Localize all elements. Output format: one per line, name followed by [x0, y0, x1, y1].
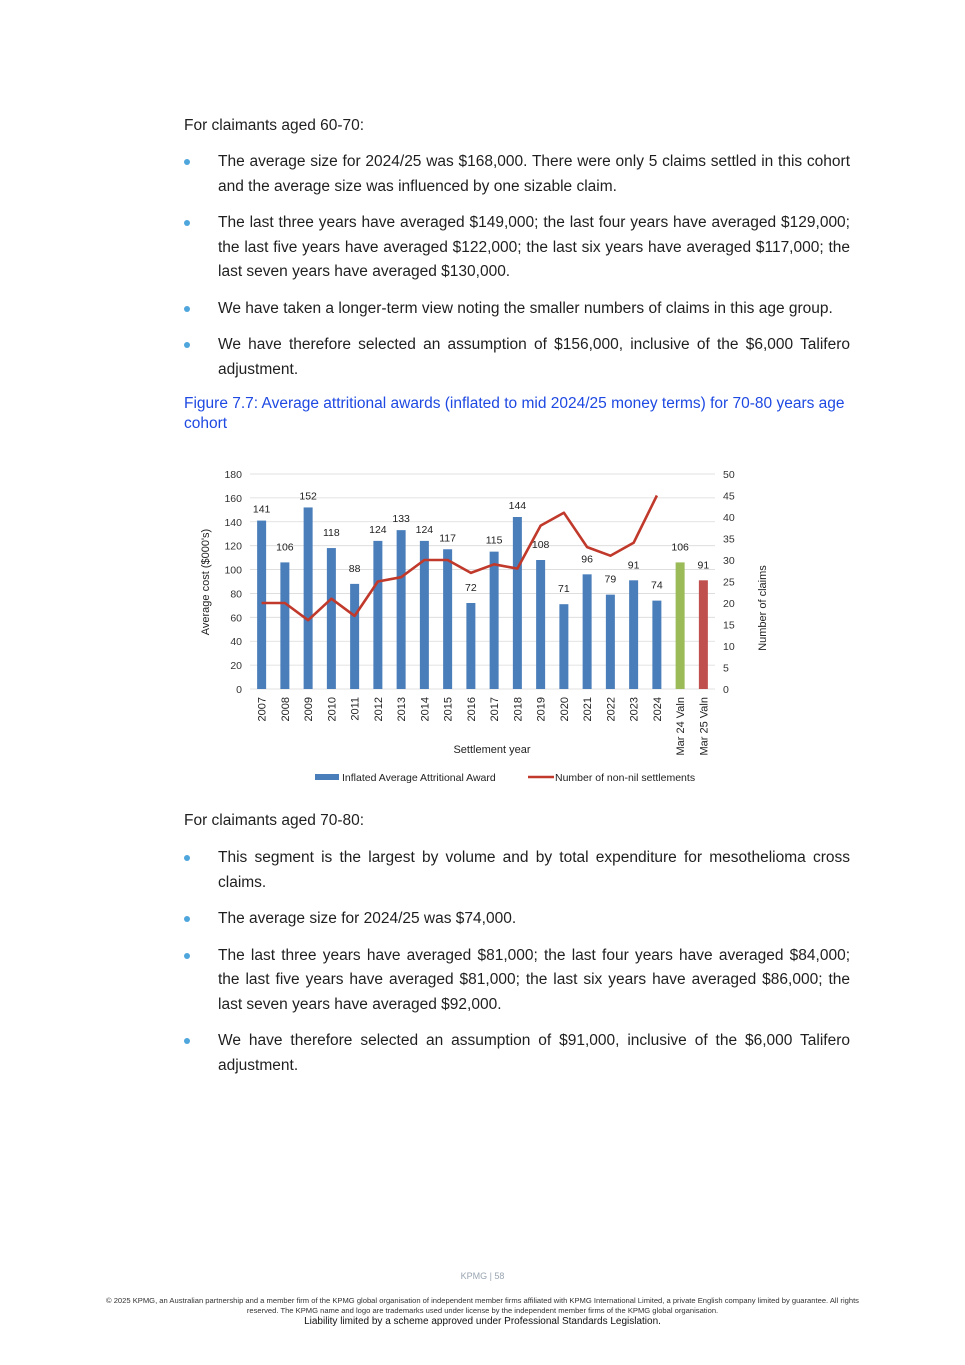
bar — [606, 595, 615, 689]
data-label: 115 — [485, 534, 503, 547]
data-label: 124 — [369, 523, 387, 536]
y2-tick-label: 10 — [723, 641, 735, 653]
bullet-item: The last three years have averaged $149,000; the last four years have averaged $129,000; the last five years have averaged $122,000; the last six years have averaged $117,000; the last seven years have averaged $130,000. — [184, 211, 850, 285]
x-tick-label: 2017 — [489, 697, 502, 722]
data-label: 96 — [581, 553, 593, 566]
y2-tick-label: 35 — [723, 533, 735, 546]
bullet-list-70-80 — [184, 846, 850, 1090]
bar — [373, 541, 382, 689]
x-tick-label: 2009 — [303, 697, 316, 722]
y-axis-title: Average cost ($000's) — [200, 528, 212, 636]
bar — [466, 603, 475, 689]
data-label: 133 — [392, 513, 410, 526]
y-tick-label: 0 — [236, 684, 242, 696]
bullet-dot-icon — [184, 916, 190, 922]
bar — [583, 574, 592, 689]
y2-tick-label: 5 — [723, 662, 729, 675]
x-tick-label: 2023 — [628, 697, 641, 722]
x-tick-label: 2024 — [651, 697, 664, 722]
y-tick-label: 20 — [230, 660, 242, 673]
data-label: 91 — [627, 559, 640, 572]
data-label: 124 — [415, 523, 434, 536]
x-tick-label: Mar 24 Valn — [675, 697, 688, 756]
legend-line-label: Number of non-nil settlements — [555, 772, 696, 784]
legend-bar-label: Inflated Average Attritional Award — [342, 772, 496, 784]
settlements-line — [262, 496, 657, 621]
data-label: 88 — [348, 562, 361, 575]
bullet-dot-icon — [184, 342, 190, 348]
y2-tick-label: 20 — [723, 598, 735, 610]
bullet-item: We have therefore selected an assumption of $156,000, inclusive of the $6,000 Talifero adjustment. — [184, 333, 850, 382]
x-tick-label: 2020 — [558, 697, 571, 722]
y2-tick-label: 50 — [723, 469, 735, 481]
bullet-dot-icon — [184, 220, 190, 226]
data-label: 108 — [531, 539, 550, 551]
bullet-item: The average size for 2024/25 was $74,000. — [184, 907, 850, 932]
x-tick-label: 2019 — [535, 697, 548, 722]
bar — [559, 604, 568, 689]
section-heading-60-70: For claimants aged 60-70: — [184, 117, 365, 134]
x-tick-label: 2012 — [372, 697, 385, 722]
y2-tick-label: 25 — [723, 576, 735, 589]
bullet-item: We have taken a longer-term view noting the smaller numbers of claims in this age group. — [184, 297, 850, 322]
y-tick-label: 100 — [224, 564, 242, 577]
data-label: 72 — [465, 582, 477, 594]
bar — [536, 560, 545, 689]
bar — [629, 580, 638, 689]
bar — [443, 549, 452, 689]
x-axis-title: Settlement year — [453, 744, 531, 756]
x-tick-label: 2010 — [326, 697, 339, 722]
y2-tick-label: 15 — [723, 619, 735, 632]
bar — [350, 584, 359, 689]
data-label: 141 — [252, 503, 271, 516]
y-tick-label: 120 — [224, 540, 242, 553]
y-tick-label: 40 — [230, 636, 242, 649]
bullet-item: The average size for 2024/25 was $168,000. There were only 5 claims settled in this cohort and the average size was influenced by one sizable claim. — [184, 150, 850, 199]
y2-tick-label: 30 — [723, 555, 735, 567]
bullet-item: The last three years have averaged $81,000; the last four years have averaged $84,000; the last five years have averaged $81,000; the last six years have averaged $86,000; the last seven years have averaged $92,000. — [184, 944, 850, 1018]
bullet-item: We have therefore selected an assumption of $91,000, inclusive of the $6,000 Talifero adjustment. — [184, 1029, 850, 1078]
y-tick-label: 140 — [224, 516, 242, 529]
page-number: KPMG | 58 — [460, 1271, 505, 1281]
bullet-list-60-70 — [184, 150, 850, 394]
bar — [304, 507, 313, 689]
data-label: 71 — [558, 583, 570, 596]
data-label: 144 — [508, 500, 527, 512]
data-label: 74 — [651, 579, 663, 592]
bullet-dot-icon — [184, 159, 190, 165]
data-label: 106 — [671, 541, 689, 554]
x-tick-label: 2011 — [349, 697, 362, 721]
y-tick-label: 60 — [230, 612, 242, 625]
bar — [513, 517, 522, 689]
legend-bar-swatch — [315, 774, 339, 780]
bullet-dot-icon — [184, 953, 190, 959]
bullet-dot-icon — [184, 306, 190, 312]
copyright-notice: © 2025 KPMG, an Australian partnership and a member firm of the KPMG global organisation of independent member firms affiliated with KPMG International Limited, a private English company limited by guarantee. All rights reserved. The KPMG name and logo are trademarks used under license by the independent member firms of the KPMG global organisation. — [106, 1296, 859, 1315]
bar — [699, 580, 708, 689]
attritional-awards-chart — [195, 462, 785, 792]
y2-axis-title: Number of claims — [757, 565, 769, 651]
x-tick-label: 2021 — [582, 697, 595, 722]
x-tick-label: 2013 — [396, 697, 409, 722]
bar — [257, 521, 266, 689]
y-tick-label: 160 — [224, 492, 242, 505]
y-tick-label: 80 — [230, 588, 242, 601]
x-tick-label: 2018 — [512, 697, 525, 722]
data-label: 91 — [697, 559, 710, 572]
x-tick-label: 2008 — [279, 697, 292, 722]
x-tick-label: 2022 — [605, 697, 618, 722]
data-label: 118 — [323, 527, 340, 540]
bullet-dot-icon — [184, 1038, 190, 1044]
y2-tick-label: 0 — [723, 684, 729, 696]
y2-tick-label: 45 — [723, 490, 735, 503]
liability-notice: Liability limited by a scheme approved under Professional Standards Legislation. — [304, 1316, 661, 1327]
data-label: 152 — [299, 490, 317, 503]
bullet-item: This segment is the largest by volume and by total expenditure for mesothelioma cross claims. — [184, 846, 850, 895]
section-heading-70-80: For claimants aged 70-80: — [184, 812, 365, 829]
figure-caption: Figure 7.7: Average attritional awards (inflated to mid 2024/25 money terms) for 70-80 years age cohort — [184, 395, 845, 432]
bar — [397, 530, 406, 689]
bar — [652, 601, 661, 689]
x-tick-label: 2007 — [256, 697, 269, 722]
bar — [676, 562, 685, 689]
y2-tick-label: 40 — [723, 512, 735, 524]
x-tick-label: 2015 — [442, 697, 455, 722]
data-label: 117 — [439, 532, 456, 545]
bar — [327, 548, 336, 689]
x-tick-label: 2016 — [465, 697, 478, 722]
data-label: 79 — [604, 573, 617, 586]
bullet-dot-icon — [184, 855, 190, 861]
x-tick-label: 2014 — [419, 697, 432, 722]
bar — [280, 562, 289, 689]
y-tick-label: 180 — [224, 469, 242, 481]
x-tick-label: Mar 25 Valn — [698, 697, 711, 756]
data-label: 106 — [276, 541, 294, 554]
bar — [490, 552, 499, 689]
